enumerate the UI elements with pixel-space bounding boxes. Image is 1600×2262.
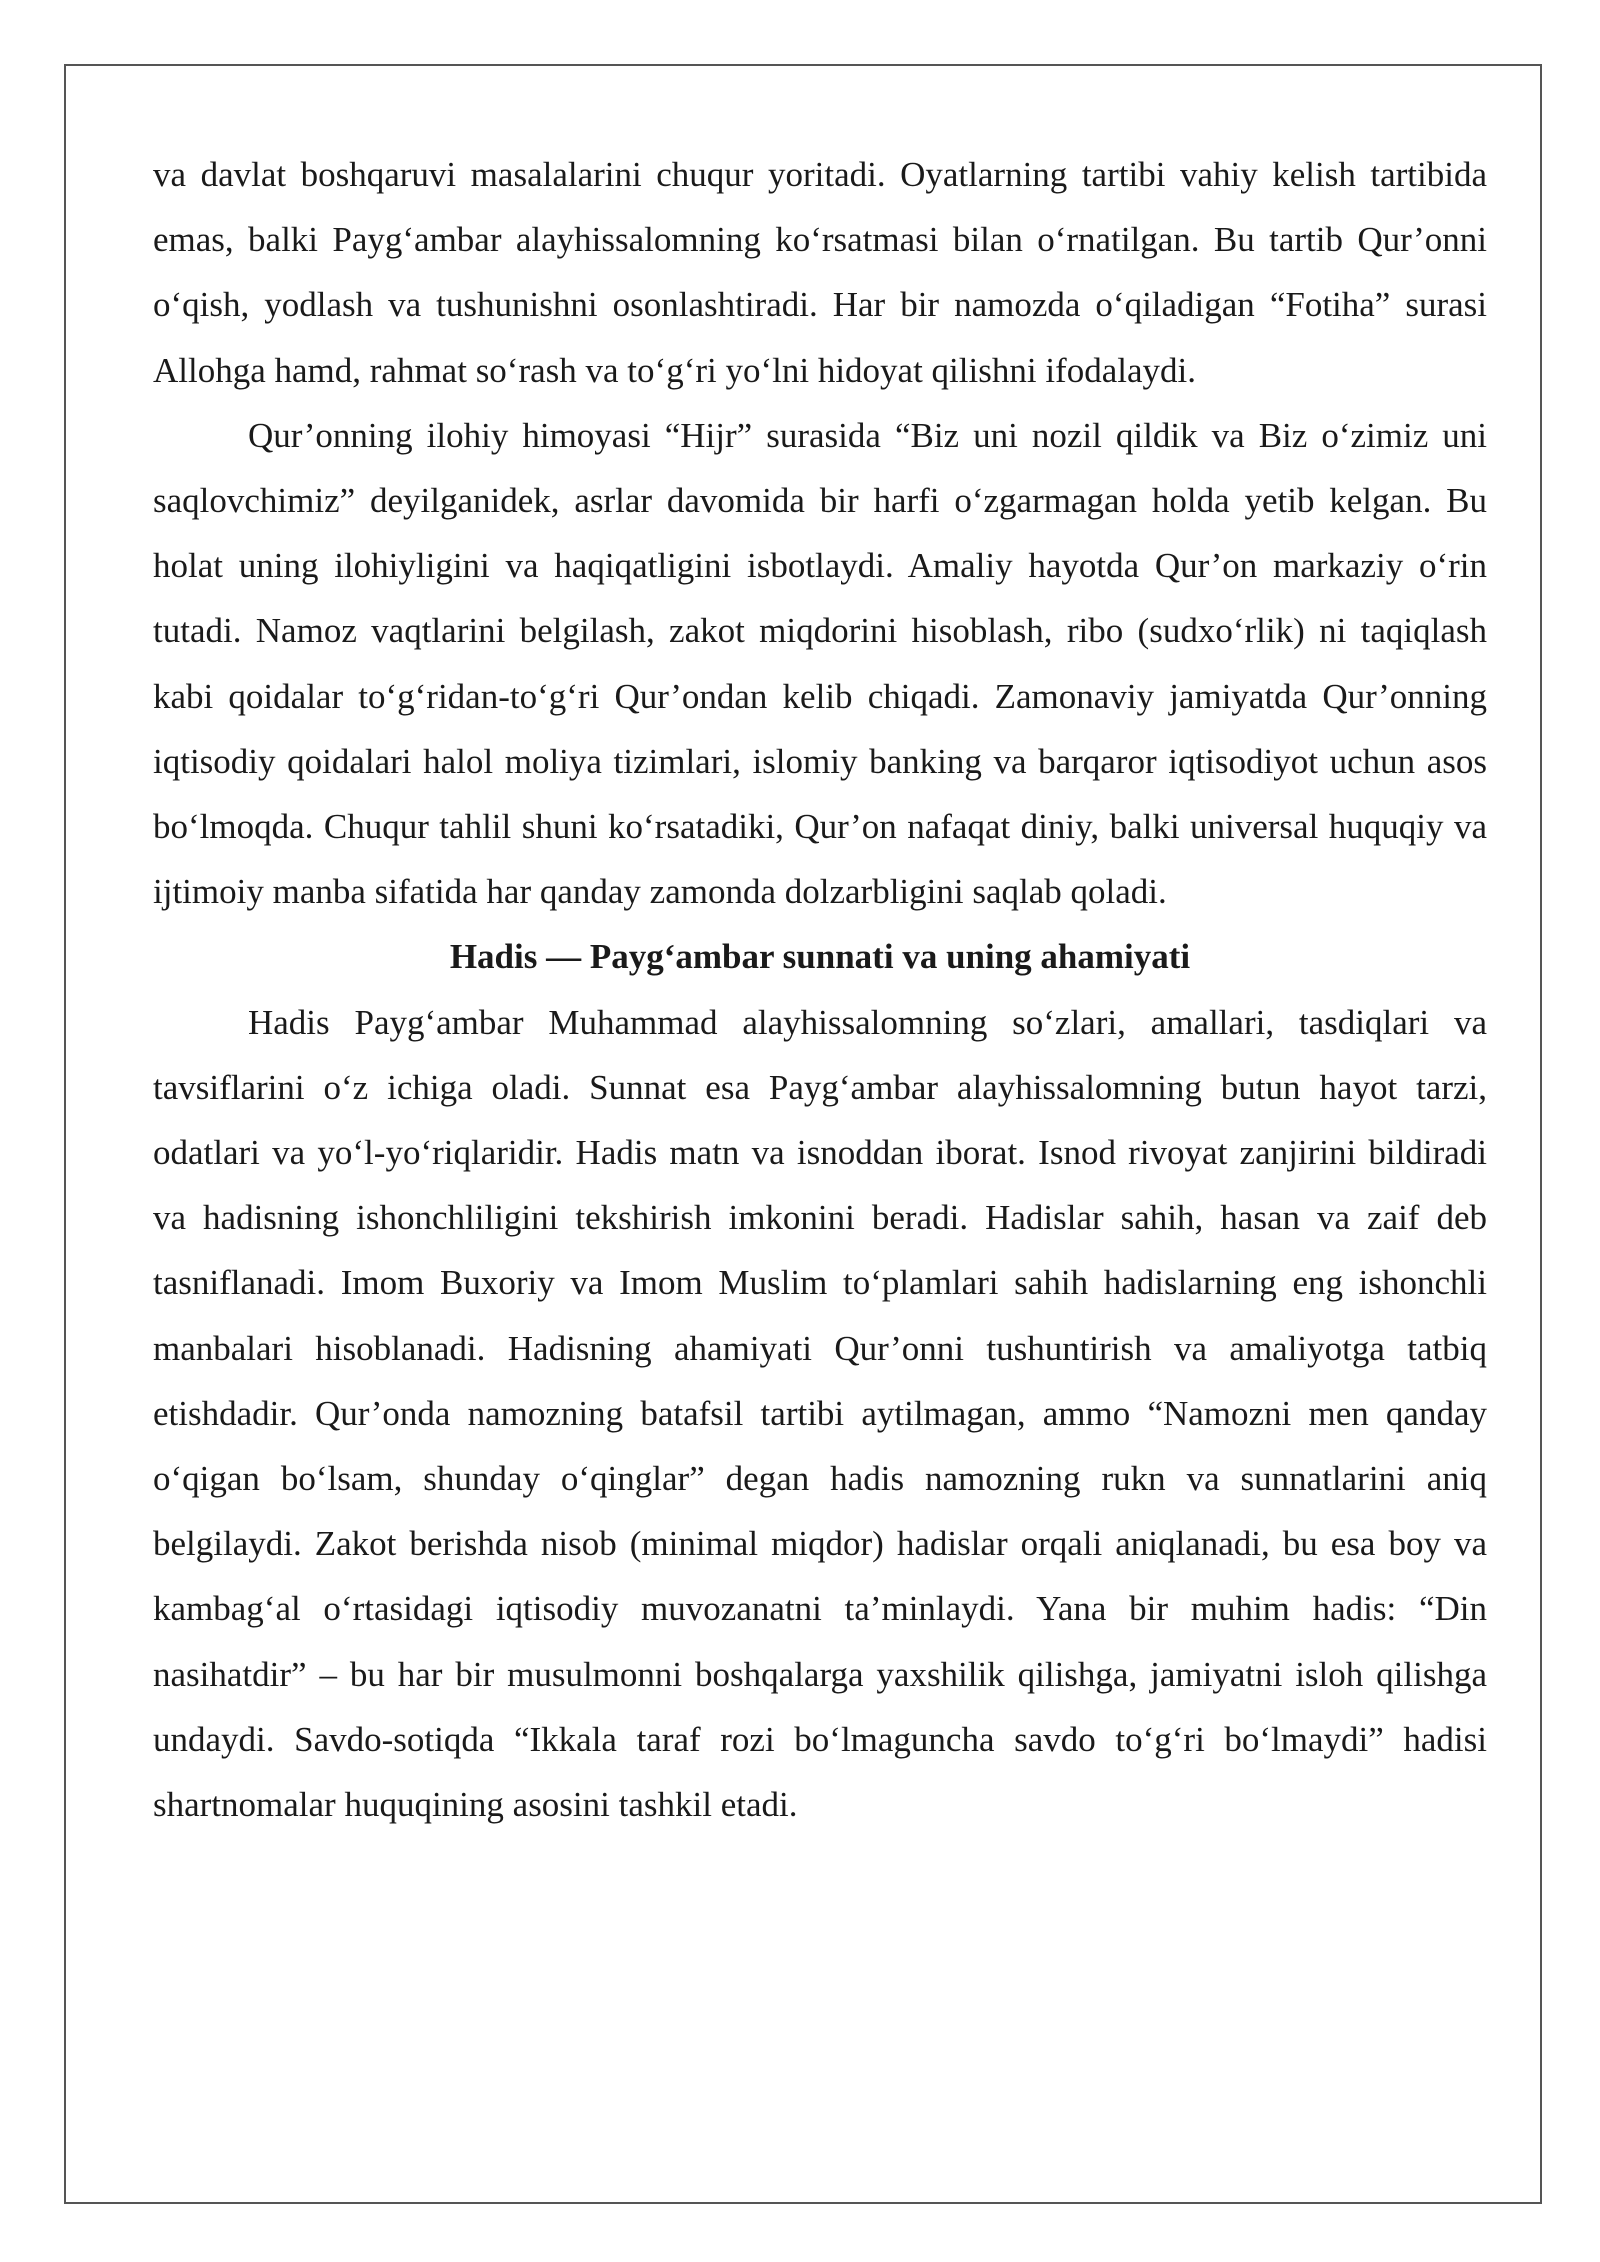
paragraph-continuation: va davlat boshqaruvi masalalarini chuqur yoritadi. Oyatlarning tartibi vahiy kelish tartibida emas, balki Payg‘ambar alayhissalomning ko‘rsatmasi bilan o‘rnatilgan. Bu tartib Qur’onni o‘qish, yodlash va tushunishni osonlashtiradi. Har bir namozda o‘qiladigan “Fotiha” surasi Allohga hamd, rahmat so‘rash va to‘g‘ri yo‘lni hidoyat qilishni ifodalaydi. [153,155,1487,390]
section-heading: Hadis — Payg‘ambar sunnati va uning ahamiyati [449,937,1191,977]
paragraph: Hadis Payg‘ambar Muhammad alayhissalomning so‘zlari, amallari, tasdiqlari va tavsiflarini o‘z ichiga oladi. Sunnat esa Payg‘ambar alayhissalomning butun hayot tarzi, odatlari va yo‘l-yo‘riqlaridir. Hadis matn va isnoddan iborat. Isnod rivoyat zanjirini bildiradi va hadisning ishonchliligini tekshirish imkonini beradi. Hadislar sahih, hasan va zaif deb tasniflanadi. Imom Buxoriy va Imom Muslim to‘plamlari sahih hadislarning eng ishonchli manbalari hisoblanadi. Hadisning ahamiyati Qur’onni tushuntirish va amaliyotga tatbiq etishdadir. Qur’onda namozning batafsil tartibi aytilmagan, ammo “Namozni men qanday o‘qigan bo‘lsam, shunday o‘qinglar” degan hadis namozning rukn va sunnatlarini aniq belgilaydi. Zakot berishda nisob (minimal miqdor) hadislar orqali aniqlanadi, bu esa boy va kambag‘al o‘rtasidagi iqtisodiy muvozanatni ta’minlaydi. Yana bir muhim hadis: “Din nasihatdir” – bu har bir musulmonni boshqalarga yaxshilik qilishga, jamiyatni isloh qilishga undaydi. Savdo-sotiqda “Ikkala taraf rozi bo‘lmaguncha savdo to‘g‘ri bo‘lmaydi” hadisi shartnomalar huquqining asosini tashkil etadi. [153,1002,1487,1825]
paragraph: Qur’onning ilohiy himoyasi “Hijr” surasida “Biz uni nozil qildik va Biz o‘zimiz uni saqlovchimiz” deyilganidek, asrlar davomida bir harfi o‘zgarmagan holda yetib kelgan. Bu holat uning ilohiyligini va haqiqatligini isbotlaydi. Amaliy hayotda Qur’on markaziy o‘rin tutadi. Namoz vaqtlarini belgilash, zakot miqdorini hisoblash, ribo (sudxo‘rlik) ni taqiqlash kabi qoidalar to‘g‘ridan-to‘g‘ri Qur’ondan kelib chiqadi. Zamonaviy jamiyatda Qur’onning iqtisodiy qoidalari halol moliya tizimlari, islomiy banking va barqaror iqtisodiyot uchun asos bo‘lmoqda. Chuqur tahlil shuni ko‘rsatadiki, Qur’on nafaqat diniy, balki universal huquqiy va ijtimoiy manba sifatida har qanday zamonda dolzarbligini saqlab qoladi. [153,415,1487,912]
document-body [153,142,1487,1837]
